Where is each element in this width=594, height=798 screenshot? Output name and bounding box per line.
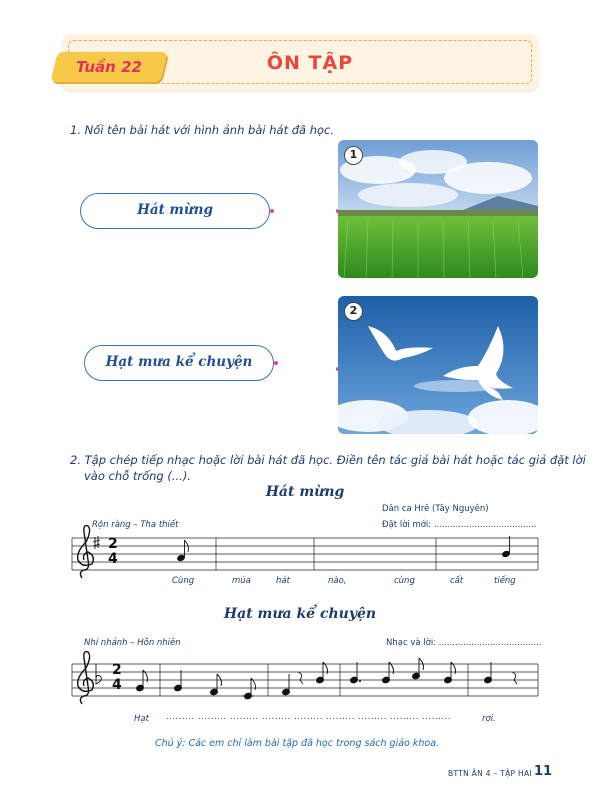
song1-lyric-word: Cùng [172, 576, 195, 586]
week-label: Tuần 22 [76, 58, 142, 76]
song1-lyric-word: nào, [328, 576, 347, 586]
song2-title: Hạt mưa kể chuyện [223, 606, 377, 622]
exercise1-label: 1. Nối tên bài hát với hình ảnh bài hát đã học. [70, 123, 335, 137]
song2-lyric-blanks[interactable]: ......... ......... ......... ......... ......... ......... ......... ......... ......... [166, 712, 451, 722]
song1-time-sig-bottom: 4 [108, 551, 118, 567]
song1-origin: Dân ca Hrê (Tây Nguyên) [382, 504, 489, 514]
song1-tempo: Rộn ràng – Tha thiết [92, 520, 179, 530]
song2-time-sig-top: 2 [112, 662, 122, 678]
note-text: Chú ý: Các em chỉ làm bài tập đã học trong sách giáo khoa. [154, 738, 440, 749]
song1-lyric-word: múa [232, 576, 251, 586]
song1-lyric-word: tiếng [494, 576, 516, 586]
photo-number-2: 2 [344, 302, 363, 321]
song1-lyricist-field[interactable]: Đặt lời mới: ...................................... [382, 520, 537, 530]
song2-lyric-first: Hạt [134, 714, 149, 724]
song1-time-sig-top: 2 [108, 536, 118, 552]
footer-book-label: BTTN ÂN 4 – TẬP HAI [448, 769, 532, 778]
song2-composer-field[interactable]: Nhạc và lời: ...................................... [386, 638, 542, 648]
song1-lyric-word: cùng [394, 576, 415, 586]
song2-lyric-last: rơi. [482, 714, 496, 724]
exercise2-label-line1: 2. Tập chép tiếp nhạc hoặc lời bài hát đã học. Điền tên tác giả bài hát hoặc tác giả đặt lời [70, 453, 586, 467]
song-box-hat-mua-ke-chuyen[interactable]: Hạt mưa kể chuyện [84, 345, 274, 381]
page-number: 11 [534, 764, 553, 779]
page-title: ÔN TẬP [266, 52, 354, 74]
exercise2-label-line2: vào chỗ trống (...). [84, 469, 191, 483]
song1-lyric-word: hát [276, 576, 290, 586]
song2-time-sig-bottom: 4 [112, 677, 122, 693]
song1-lyric-word: cất [450, 576, 464, 586]
song2-tempo: Nhí nhảnh – Hồn nhiên [84, 638, 181, 648]
song-box-hat-mung[interactable]: Hát mừng [80, 193, 270, 229]
photo-number-1: 1 [344, 146, 363, 165]
song1-title: Hát mừng [265, 484, 345, 500]
